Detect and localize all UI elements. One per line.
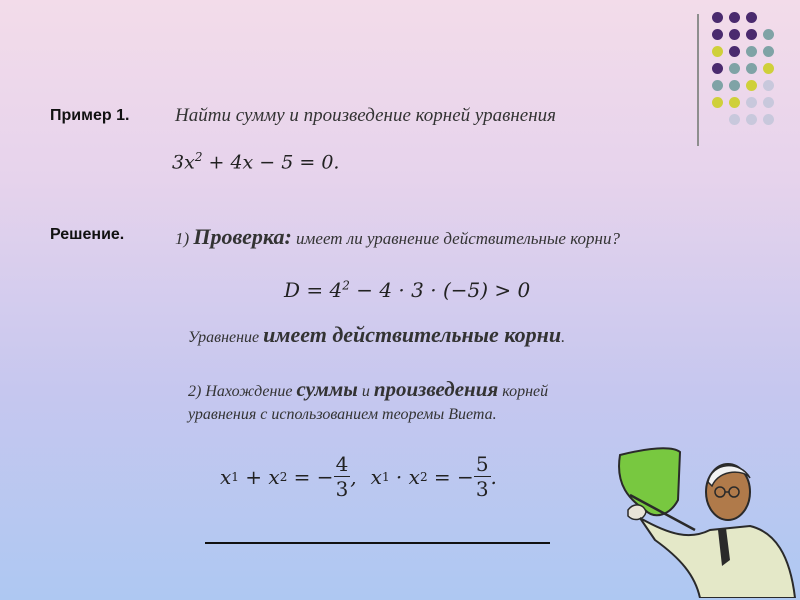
equation-rest: + 4x − 5 = 0. bbox=[202, 151, 340, 174]
dot bbox=[746, 63, 757, 74]
dot bbox=[712, 29, 723, 40]
equation bbox=[172, 150, 339, 173]
vieta-sum-fraction bbox=[334, 452, 351, 501]
dot bbox=[729, 46, 740, 57]
step1-keyword: Проверка: bbox=[193, 224, 292, 249]
vieta-prod-sub2: 2 bbox=[419, 469, 428, 484]
vieta-period: . bbox=[490, 464, 497, 489]
dot bbox=[729, 80, 740, 91]
vieta-plus: + x bbox=[238, 464, 280, 489]
equation-exp: 2 bbox=[194, 150, 203, 164]
discriminant-rhs: − 4 · 3 · (−5) > 0 bbox=[349, 278, 531, 302]
conclusion-prefix: Уравнение bbox=[188, 329, 264, 346]
step2-line1 bbox=[188, 378, 548, 403]
discriminant-lhs: D = 4 bbox=[284, 278, 343, 302]
vieta-prod-sub1: 1 bbox=[381, 469, 390, 484]
dot bbox=[746, 12, 757, 23]
teacher-hand bbox=[628, 505, 646, 520]
underline-divider bbox=[205, 542, 550, 544]
dot bbox=[729, 29, 740, 40]
conclusion-suffix: . bbox=[561, 329, 566, 346]
dot bbox=[729, 114, 740, 125]
dot bbox=[712, 46, 723, 57]
vieta-sub1: 1 bbox=[231, 469, 239, 484]
step1-line bbox=[175, 224, 620, 250]
vieta-prod-x1: x bbox=[370, 464, 382, 489]
vieta-eq1: = − bbox=[287, 464, 334, 489]
vieta-dot: · x bbox=[389, 464, 420, 489]
step2-conj: и bbox=[357, 383, 374, 400]
dot bbox=[746, 97, 757, 108]
discriminant bbox=[284, 278, 530, 302]
divider-line bbox=[697, 14, 699, 146]
equation-coef: 3 bbox=[172, 151, 185, 174]
vieta-prod-den: 3 bbox=[475, 477, 489, 501]
vieta-sub2: 2 bbox=[279, 469, 288, 484]
teacher-jacket bbox=[640, 518, 795, 598]
step1-number: 1) bbox=[175, 229, 190, 248]
dot bbox=[746, 46, 757, 57]
dot-grid-decoration bbox=[706, 12, 776, 132]
step1-question: имеет ли уравнение действительные корни? bbox=[296, 229, 620, 248]
dot bbox=[746, 80, 757, 91]
vieta-prod-num: 5 bbox=[475, 452, 489, 476]
dot bbox=[763, 29, 774, 40]
conclusion bbox=[188, 322, 565, 348]
step2-number: 2) Нахождение bbox=[188, 383, 297, 400]
equation-var: x bbox=[184, 151, 195, 174]
dot bbox=[729, 63, 740, 74]
vieta-sum-x1: x bbox=[220, 464, 232, 489]
vieta-formulas bbox=[220, 452, 497, 501]
dot bbox=[712, 12, 723, 23]
step2-word-product: произведения bbox=[373, 377, 499, 401]
dot bbox=[763, 97, 774, 108]
conclusion-emphasis: имеет действительные корни bbox=[263, 322, 562, 347]
dot bbox=[712, 97, 723, 108]
dot bbox=[763, 46, 774, 57]
dot bbox=[763, 80, 774, 91]
vieta-sum-den: 3 bbox=[335, 477, 349, 501]
vieta-prod-fraction bbox=[474, 452, 491, 501]
task-text: Найти сумму и произведение корней уравнения bbox=[175, 105, 556, 126]
example-label: Пример 1. bbox=[50, 107, 130, 124]
step2-line2: уравнения с использованием теоремы Виета. bbox=[188, 406, 497, 423]
teacher-icon bbox=[600, 440, 800, 598]
dot bbox=[729, 12, 740, 23]
step2-block bbox=[188, 378, 548, 426]
dot bbox=[746, 114, 757, 125]
dot bbox=[746, 29, 757, 40]
vieta-eq2: = − bbox=[427, 464, 474, 489]
dot bbox=[712, 80, 723, 91]
dot bbox=[712, 63, 723, 74]
solution-label: Решение. bbox=[50, 226, 125, 243]
step2-word-sum: суммы bbox=[296, 377, 358, 401]
step2-after-product: корней bbox=[498, 383, 549, 400]
dot bbox=[729, 97, 740, 108]
dot bbox=[763, 114, 774, 125]
vieta-sum-num: 4 bbox=[335, 452, 349, 476]
dot bbox=[763, 63, 774, 74]
vieta-comma: , bbox=[350, 464, 357, 489]
discriminant-exp: 2 bbox=[342, 278, 350, 293]
